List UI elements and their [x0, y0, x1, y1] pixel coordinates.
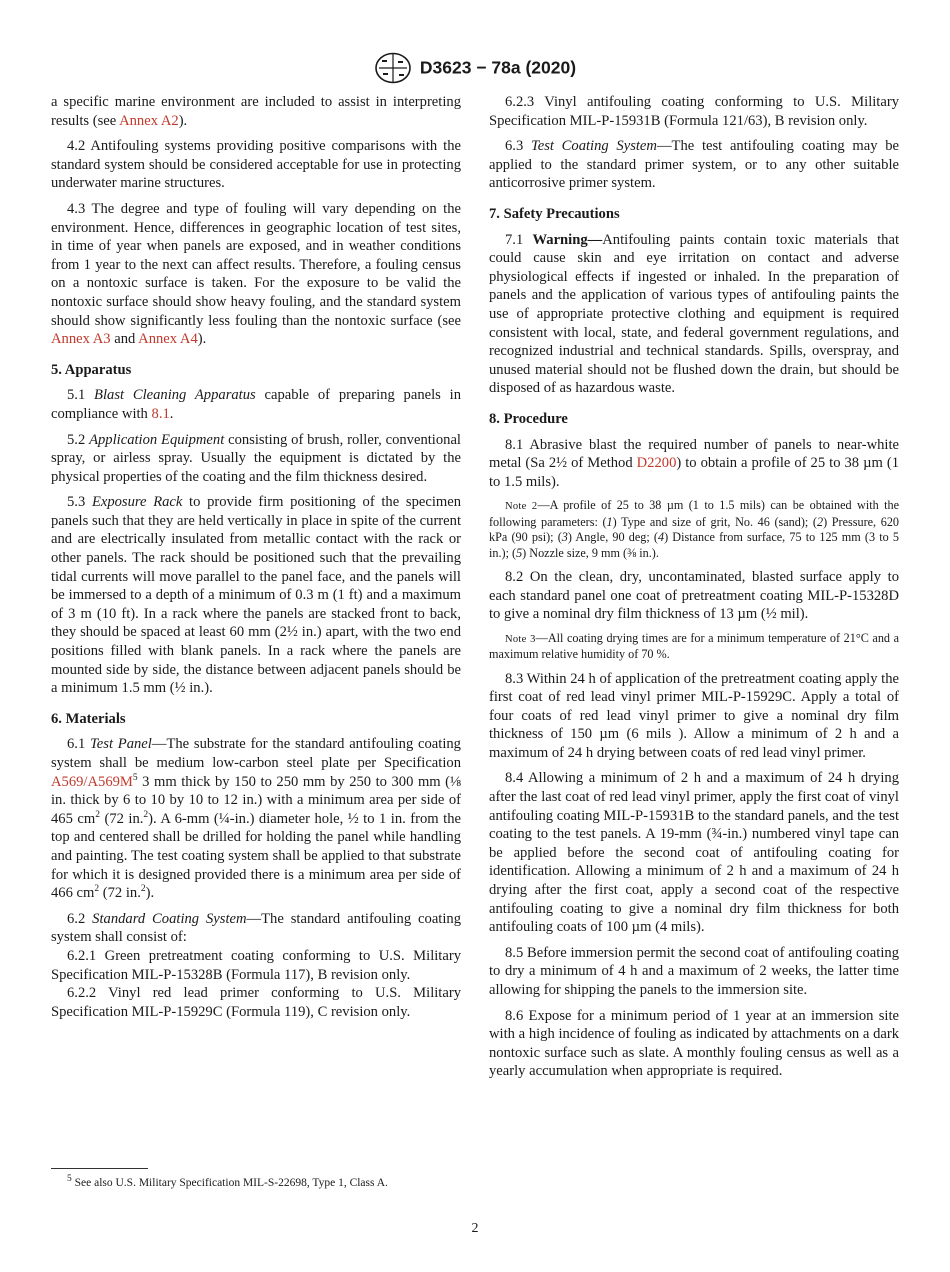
paragraph-5-2: 5.2 Application Equipment consisting of brush, roller, conventional spray, or airless spray. Usually the equipment is dictated by the physical properties of the coating and the film thickness desired. [51, 431, 461, 485]
paragraph-5-3: 5.3 Exposure Rack to provide firm positioning of the specimen panels such that they are held vertically in place in spite of the current and are electrically insulated from metallic contact with the rack or other panels. The rack should be positioned such that the prevailing tidal currents will move parallel to the panel face, and the panels will be immersed to a depth of a minimum of 0.3 m (1 ft) and a maximum of 3 m (10 ft). In a rack where the panels are stacked front to back, they should be spaced at least 60 mm (2½ in.) apart, with the two end positions filled with blank panels. In a rack where the panels are mounted side by side, the distance between adjacent panels should be a minimum 1.5 mm (½ in.). [51, 494, 462, 697]
paragraph-5-1: 5.1 Blast Cleaning Apparatus capable of preparing panels in compliance with 8.1. [51, 387, 461, 422]
page-header [0, 52, 950, 84]
section-heading-apparatus: 5. Apparatus [51, 361, 132, 378]
annex-a3-link[interactable]: Annex A3 [51, 331, 111, 348]
footnote-5: $^5$ See also U.S. Military Specification MIL-S-22698, Type 1, Class A. [67, 1174, 388, 1189]
astm-logo-icon [374, 52, 412, 84]
paragraph-6-2: 6.2 Standard Coating System—The standard antifouling coating system shall consist of: [51, 910, 462, 946]
a569-link[interactable]: A569/A569M [51, 773, 133, 790]
paragraph-4-2: 4.2 Antifouling systems providing positive comparisons with the standard system should be considered acceptable for use in protecting underwater marine structures. [51, 138, 461, 192]
section-heading-procedure: 8. Procedure [489, 410, 568, 427]
paragraph-6-2-2: 6.2.2 Vinyl red lead primer conforming to U.S. Military Specification MIL-P-15929C (Formula 119), C revision only. [51, 985, 461, 1020]
paragraph-8-2: 8.2 On the clean, dry, uncontaminated, blasted surface apply to each standard panel one coat of pretreatment coating MIL-P-15328D to give a nominal dry film thickness of 13 µm (½ mil). [489, 568, 899, 623]
footnote-ref-5[interactable]: 5 [132, 772, 138, 783]
paragraph-8-5: 8.5 Before immersion permit the second coat of antifouling coating to dry a minimum of 4 h and a maximum of 2 weeks, the latter time allowing for shipping the panels to the immersion site. [489, 944, 899, 998]
annex-a2-link[interactable]: Annex A2 [119, 112, 179, 129]
paragraph-6-2-1: 6.2.1 Green pretreatment coating conforming to U.S. Military Specification MIL-P-15328B (Formula 117), B revision only. [51, 947, 461, 983]
section-8-1-link[interactable]: 8.1 [151, 405, 170, 422]
right-column [489, 93, 899, 1088]
paragraph-8-1: 8.1 Abrasive blast the required number of panels to near-white metal (Sa 2½ of Method D2200) to obtain a profile of 25 to 38 µm (1 to 1.5 mils). [489, 436, 899, 490]
d2200-link[interactable]: D2200 [636, 455, 677, 472]
paragraph-8-4: 8.4 Allowing a minimum of 2 h and a maximum of 24 h drying after the last coat of red lead vinyl primer, apply the first coat of vinyl antifouling coating MIL-P-15931B to the standard panels, and the test coating to the test panels. A 19-mm (¾-in.) numbered vinyl tape can be applied before the second coat of antifouling coating for identification. Allowing a minimum of 2 h and a maximum of 24 h drying after the first coat, apply a second coat of the respective antifouling coating to give a nominal dry film thickness for both antifouling coats of 100 µm (4 mils). [489, 770, 899, 936]
page-number: 2 [471, 1221, 479, 1236]
paragraph-6-1: 6.1 Test Panel—The substrate for the standard antifouling coating system shall be medium low-carbon steel plate per Specification $A569/A569M^5$ 3 mm thick by 150 to 250 mm by 250 to 300 mm (⅛ in. thick by 6 to 10 by 10 to 12 in.) with a minimum area per side of 465 $cm^2$ (72 in.$^2$). A 6-mm (¼-in.) diameter hole, ½ to 1 in. from the top and centered shall be drilled for holding the panel while handling and painting. The test coating system shall be applied to that substrate for which it is designed provided there is a minimum area per side of 466 $cm^2$ (72 in.$^2$). [51, 736, 461, 902]
note-2: Note 2—A profile of 25 to 38 µm (1 to 1.5 mils) can be obtained with the following parameters: (1) Type and size of grit, No. 46 (sand); (2) Pressure, 620 kPa (90 psi); (3) Angle, 90 deg; (4) Distance from surface, 75 to 125 mm (3 to 5 in.); (5) Nozzle size, 9 mm (⅜ in.). [489, 498, 900, 560]
paragraph-7-1: 7.1 Warning—Antifouling paints contain toxic materials that could cause skin and eye irritation on contact and adverse physiological effects if ingested or inhaled. In the preparation of panels and the application of various types of antifouling paints the use of appropriate protective clothing and equipment is required consistent with local, state, and federal government regulations, and recognized industrial and technical standards. Spills, overspray, and unused material should not be flushed down the drain, but should be disposed of as hazardous waste. [489, 231, 899, 397]
paragraph-6-2-3: 6.2.3 Vinyl antifouling coating conforming to U.S. Military Specification MIL-P-15931B (Formula 121/63), B revision only. [489, 94, 899, 129]
paragraph-8-6: 8.6 Expose for a minimum period of 1 year at an immersion site with a high incidence of fouling as indicated by attachments on a dark nontoxic surface such as slate. A monthly fouling census as well as a yearly accumulation when appropriate is required. [489, 1007, 899, 1080]
paragraph-8-3: 8.3 Within 24 h of application of the pretreatment coating apply the first coat of red lead vinyl primer MIL-P-15929C. Apply a total of four coats of red lead vinyl primer to give a nominal dry film thickness of 150 µm (6 mils ). Allow a minimum of 2 h and a maximum of 24 h drying between coats of red lead vinyl primer. [489, 670, 899, 761]
paragraph-4-1-continued: a specific marine environment are included to assist in interpreting results (see Annex A2). [51, 94, 461, 129]
paragraph-6-3: 6.3 Test Coating System—The test antifouling coating may be applied to the standard primer system, or to any other suitable anticorrosive primer system. [489, 138, 899, 192]
left-column [51, 93, 461, 1028]
annex-a4-link[interactable]: Annex A4 [138, 331, 198, 348]
designation: D3623 − 78a (2020) [419, 57, 577, 78]
section-heading-safety: 7. Safety Precautions [489, 205, 620, 222]
section-heading-materials: 6. Materials [51, 710, 126, 727]
paragraph-4-3: 4.3 The degree and type of fouling will vary depending on the environment. Hence, differences in geographic location of test sites, in time of year when panels are exposed, and in weather conditions from 1 year to the next can affect results. Therefore, a fouling census on a nontoxic surface is taken. For the exposure to be valid the nontoxic surface should show heavy fouling, and the standard system should show significantly less fouling than the nontoxic surface (see Annex A3 and Annex A4). [51, 200, 461, 348]
note-3: Note 3—All coating drying times are for a minimum temperature of 21°C and a maximum relative humidity of 70 %. [489, 630, 900, 662]
footnote-divider [51, 1168, 148, 1169]
